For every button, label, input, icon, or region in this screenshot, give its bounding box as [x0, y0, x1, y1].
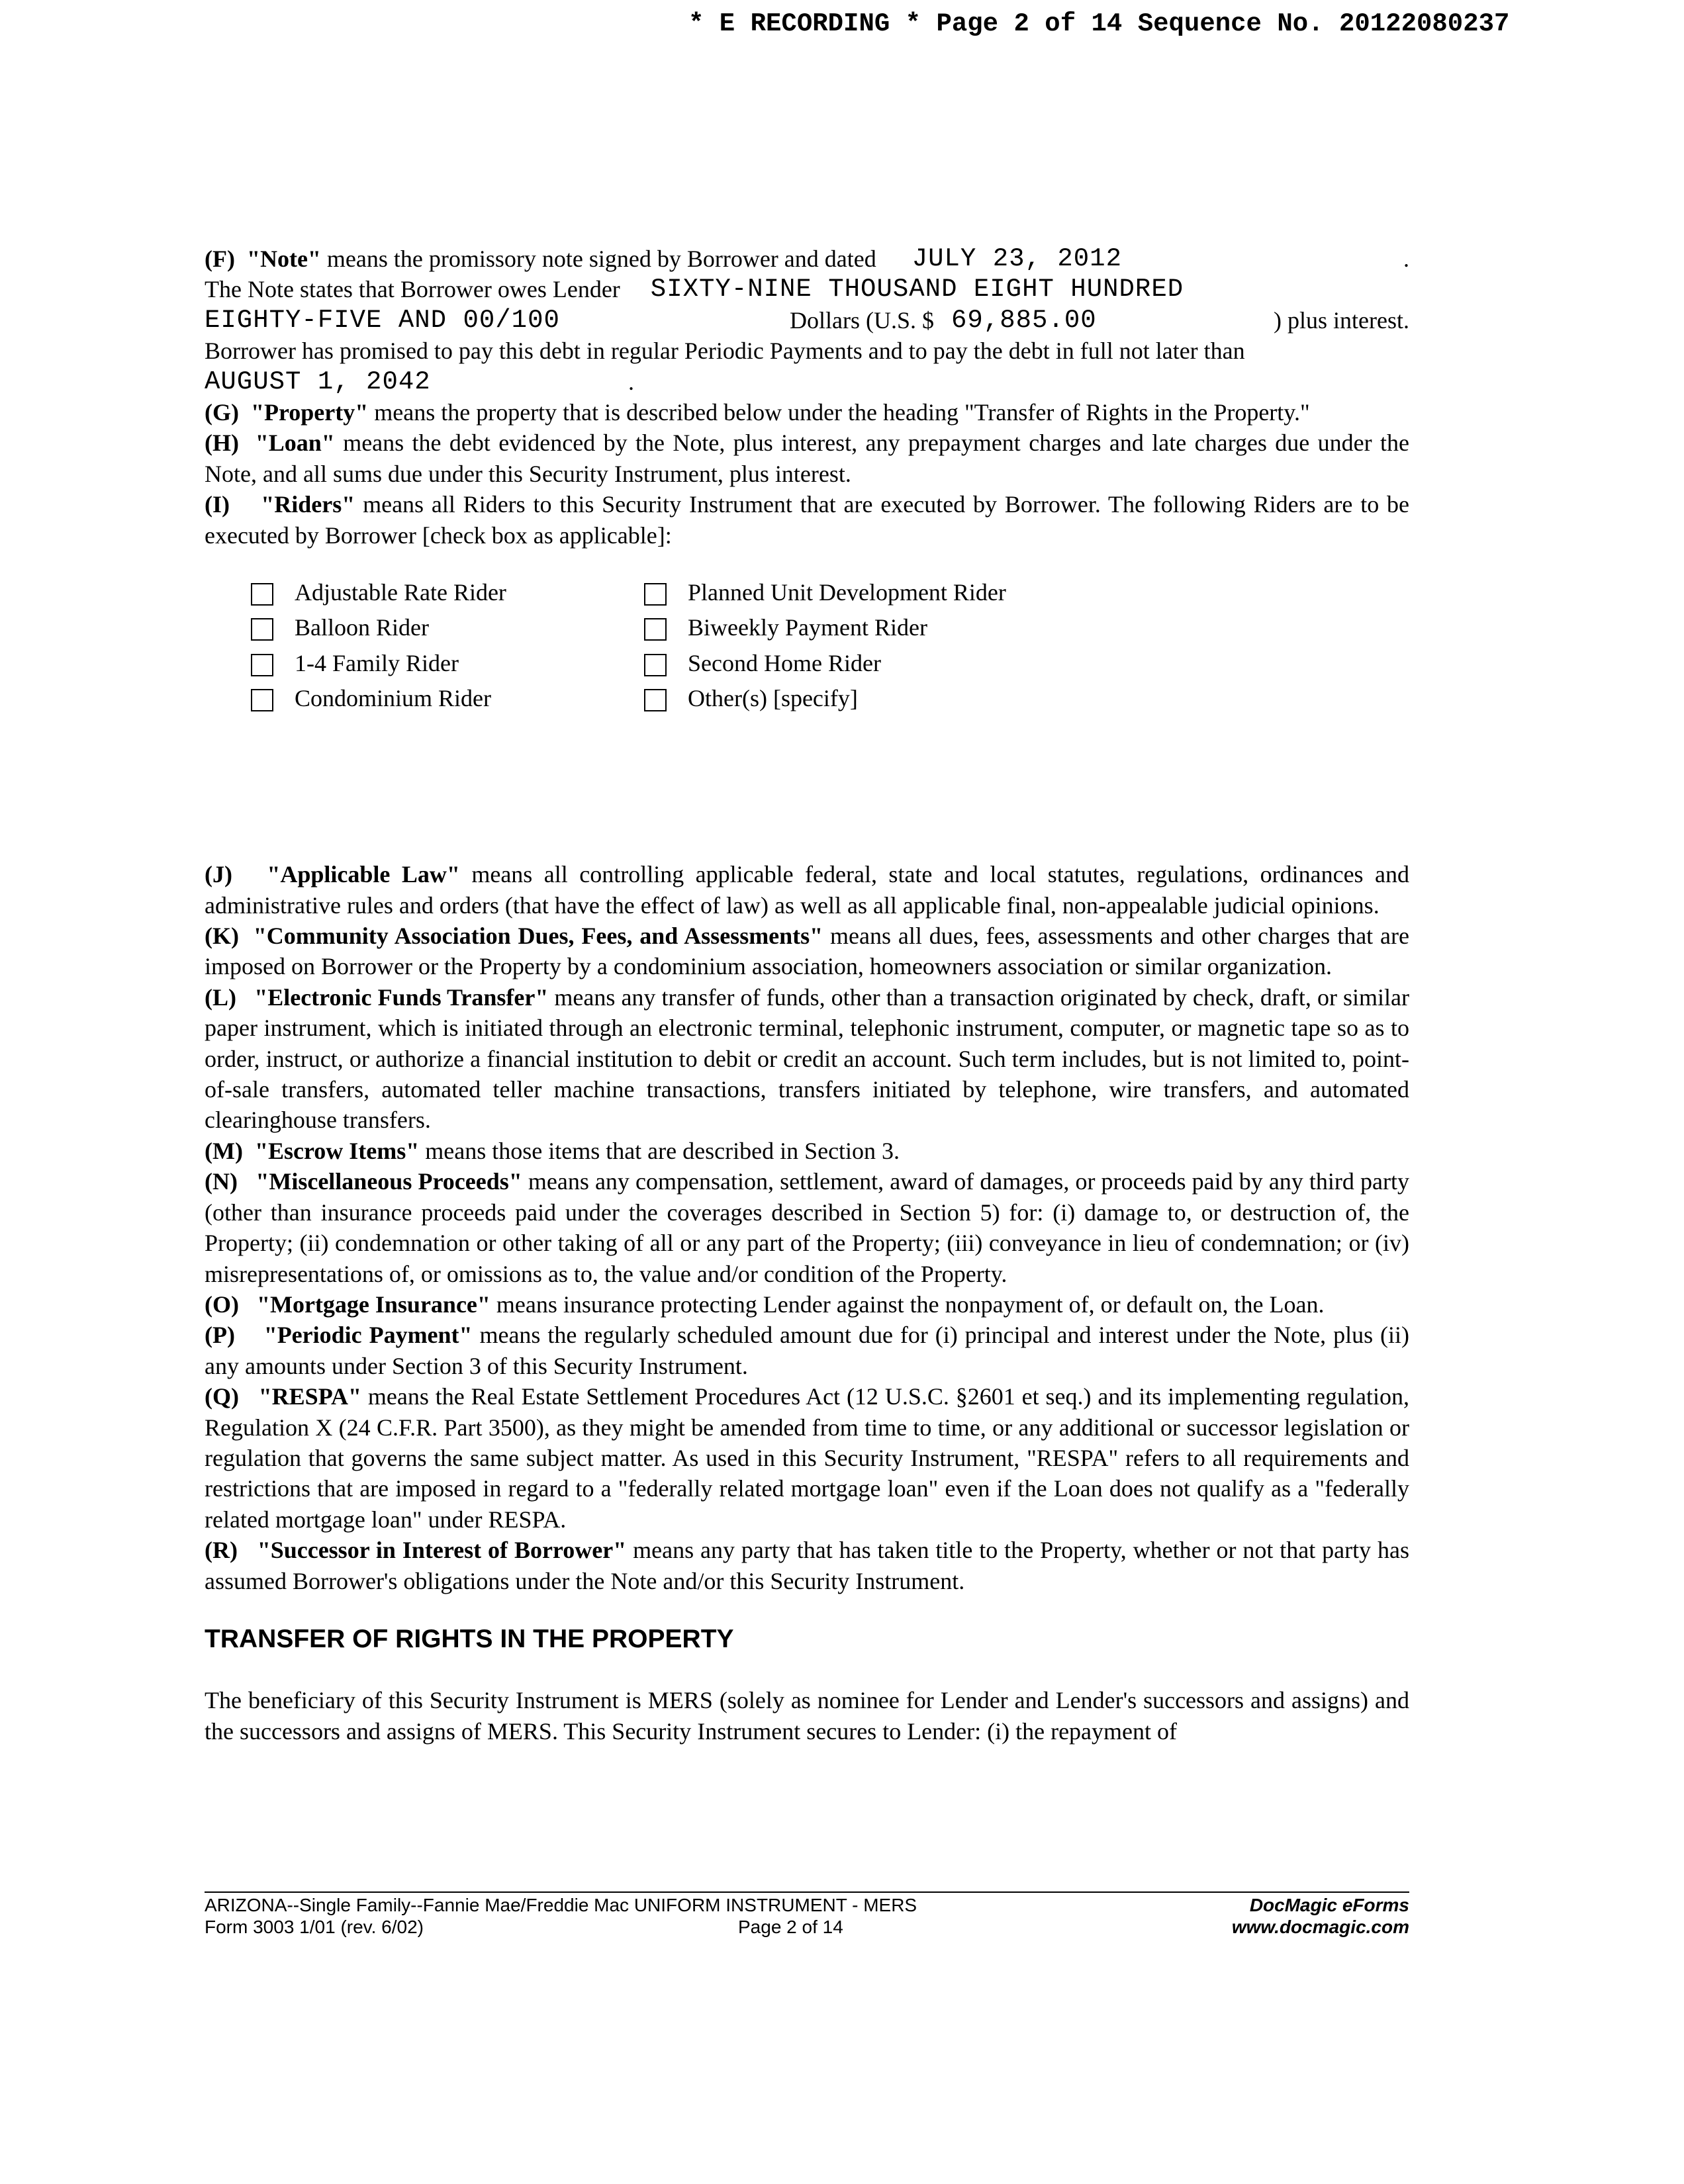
definition-o	[205, 1289, 1409, 1320]
checkbox[interactable]	[251, 618, 273, 641]
definition-text: means the property that is described below under the heading "Transfer of Rights in the Property."	[368, 399, 1310, 426]
definition-term: "RESPA"	[258, 1383, 361, 1410]
checkbox[interactable]	[251, 654, 273, 676]
definition-term: "Loan"	[255, 430, 335, 457]
recording-header: * E RECORDING * Page 2 of 14 Sequence No. 20122080237	[688, 9, 1510, 38]
definition-f	[205, 244, 1409, 397]
note-line-5	[205, 367, 1409, 397]
amount-words-2: EIGHTY-FIVE AND 00/100	[205, 305, 560, 335]
rider-adjustable-rate[interactable]	[251, 577, 644, 608]
rider-label: Planned Unit Development Rider	[688, 578, 1006, 606]
definition-term: "Property"	[250, 399, 369, 426]
rider-second-home[interactable]	[644, 648, 1107, 678]
definition-text: means insurance protecting Lender against the nonpayment of, or default on, the Loan.	[490, 1291, 1325, 1318]
definition-term: "Electronic Funds Transfer"	[254, 983, 549, 1011]
definition-m	[205, 1136, 1409, 1166]
maturity-date: AUGUST 1, 2042	[205, 367, 431, 396]
definition-l	[205, 982, 1409, 1136]
definition-text: means the Real Estate Settlement Procedures Act (12 U.S.C. §2601 et seq.) and its implementing regulation, Regulation X (24 C.F.R. Part 3500), as they might be amended from time to time, or any additional or successor legislation or regulation that governs the same subject matter. As used in this Security Instrument, "RESPA" refers to all requirements and restrictions that are imposed in regard to a "federally related mortgage loan" even if the Loan does not qualify as a "federally related mortgage loan" under RESPA.	[205, 1383, 1410, 1533]
section-heading: TRANSFER OF RIGHTS IN THE PROPERTY	[205, 1624, 734, 1653]
rider-other[interactable]	[644, 683, 1107, 713]
definition-tag: (N)	[205, 1168, 238, 1195]
definition-tag: (M)	[205, 1137, 243, 1164]
definition-text: means all controlling applicable federal, state and local statutes, regulations, ordinances and administrative rules and orders (that have the effect of law) as well as all applicable final, non-appealable judicial opinions.	[205, 861, 1410, 919]
definition-text: means the promissory note signed by Borrower and dated	[320, 246, 876, 272]
definition-text: Borrower has promised to pay this debt in regular Periodic Payments and to pay the debt in full not later than	[205, 338, 1245, 365]
note-date: JULY 23, 2012	[912, 244, 1122, 273]
definition-tag: (H)	[205, 430, 239, 457]
amount-words-1: SIXTY-NINE THOUSAND EIGHT HUNDRED	[650, 275, 1184, 304]
checkbox[interactable]	[251, 689, 273, 711]
definition-term: "Community Association Dues, Fees, and Assessments"	[253, 923, 823, 950]
dollars-label: Dollars (U.S. $	[790, 306, 934, 334]
period: .	[628, 368, 634, 395]
definition-tag: (F)	[205, 246, 235, 272]
definition-k	[205, 921, 1409, 982]
form-title: ARIZONA--Single Family--Fannie Mae/Freddie Mac UNIFORM INSTRUMENT - MERS	[205, 1895, 917, 1915]
definition-r	[205, 1535, 1409, 1596]
checkbox[interactable]	[251, 583, 273, 606]
note-line-2	[205, 274, 1409, 304]
definition-term: "Successor in Interest of Borrower"	[257, 1537, 627, 1564]
definition-p	[205, 1320, 1409, 1381]
definition-text: means all dues, fees, assessments and other charges that are imposed on Borrower or the Property by a condominium association, homeowners association or similar organization.	[205, 923, 1409, 980]
definition-term: "Mortgage Insurance"	[256, 1291, 491, 1318]
definition-q	[205, 1381, 1409, 1535]
definition-text: means those items that are described in Section 3.	[419, 1137, 900, 1164]
note-line-3	[205, 305, 1409, 336]
definition-tag: (Q)	[205, 1383, 239, 1410]
brand-website: www.docmagic.com	[1231, 1917, 1409, 1937]
note-line-1	[205, 244, 1409, 274]
definition-text: means any transfer of funds, other than a transaction originated by check, draft, or similar paper instrument, which is initiated through an electronic terminal, telephonic instrument, computer, or magnetic tape so as to order, instruct, or authorize a financial institution to debit or credit an account. Such term includes, but is not limited to, point-of-sale transfers, automated teller machine transactions, transfers initiated by telephone, wire transfers, and automated clearinghouse transfers.	[205, 983, 1409, 1134]
document-body	[205, 244, 1409, 1747]
page-number: Page 2 of 14	[738, 1917, 843, 1937]
definition-i	[205, 489, 1409, 551]
definition-text: means any party that has taken title to the Property, whether or not that party has assumed Borrower's obligations under the Note and/or this Security Instrument.	[205, 1537, 1410, 1594]
rider-balloon[interactable]	[251, 612, 644, 643]
definition-term: "Escrow Items"	[254, 1137, 420, 1164]
definition-text: means all Riders to this Security Instrument that are executed by Borrower. The following Riders are to be executed by Borrower [check box as applicable]:	[205, 491, 1410, 549]
note-amount: 69,885.00	[951, 305, 1097, 335]
rider-label: Condominium Rider	[295, 685, 491, 712]
definition-text: means the debt evidenced by the Note, plus interest, any prepayment charges and late charges due under the Note, and all sums due under this Security Instrument, plus interest.	[205, 430, 1409, 487]
checkbox[interactable]	[644, 654, 667, 676]
rider-label: 1-4 Family Rider	[295, 649, 459, 676]
rider-label: Biweekly Payment Rider	[688, 614, 927, 641]
form-number: Form 3003 1/01 (rev. 6/02)	[205, 1917, 424, 1937]
definition-term: "Riders"	[261, 491, 355, 518]
definition-term: "Applicable Law"	[267, 861, 460, 888]
definition-tag: (K)	[205, 923, 239, 950]
definition-tag: (G)	[205, 399, 239, 426]
definition-term: "Miscellaneous Proceeds"	[256, 1168, 522, 1195]
checkbox[interactable]	[644, 583, 667, 606]
definition-tag: (J)	[205, 861, 232, 888]
definition-g	[205, 397, 1409, 428]
rider-label: Other(s) [specify]	[688, 685, 858, 712]
rider-biweekly-payment[interactable]	[644, 612, 1107, 643]
docmagic-brand	[1232, 1894, 1409, 1938]
definition-term: "Note"	[246, 246, 321, 272]
checkbox[interactable]	[644, 689, 667, 711]
definition-h	[205, 428, 1409, 489]
rider-planned-unit-development[interactable]	[644, 577, 1107, 608]
rider-condominium[interactable]	[251, 683, 644, 713]
definition-n	[205, 1166, 1409, 1289]
transfer-paragraph: The beneficiary of this Security Instrument is MERS (solely as nominee for Lender and Lender's successors and assigns) and the successors and assigns of MERS. This Security Instrument secures to Lender: (i) the repayment of	[205, 1687, 1409, 1745]
checkbox[interactable]	[644, 618, 667, 641]
riders-checklist	[251, 577, 1409, 713]
definition-tag: (R)	[205, 1537, 238, 1564]
page-footer	[205, 1894, 1409, 1938]
definition-tag: (I)	[205, 491, 230, 518]
definition-tag: (O)	[205, 1291, 239, 1318]
brand-logo: DocMagic eForms	[1249, 1895, 1409, 1915]
rider-label: Balloon Rider	[295, 614, 429, 641]
definition-tag: (L)	[205, 983, 236, 1011]
definition-text: The Note states that Borrower owes Lender	[205, 276, 620, 303]
rider-label: Second Home Rider	[688, 649, 881, 676]
rider-label: Adjustable Rate Rider	[295, 578, 506, 606]
definition-text: means any compensation, settlement, award of damages, or proceeds paid by any third party (other than insurance proceeds paid under the coverages described in Section 5) for: (i) damage to, or destruction of, the Property; (ii) condemnation or other taking of all or any part of the Property; (iii) conveyance in lieu of condemnation; or (iv) misrepresentations of, or omissions as to, the value and/or condition of the Property.	[205, 1168, 1410, 1287]
rider-1-4-family[interactable]	[251, 648, 644, 678]
definition-term: "Periodic Payment"	[263, 1322, 473, 1349]
footer-divider	[205, 1891, 1409, 1893]
plus-interest: ) plus interest.	[1274, 306, 1409, 334]
period: .	[1403, 246, 1409, 272]
definition-j	[205, 859, 1409, 921]
definition-tag: (P)	[205, 1322, 235, 1349]
definition-text: means the regularly scheduled amount due for (i) principal and interest under the Note, plus (ii) any amounts under Section 3 of this Security Instrument.	[205, 1322, 1410, 1379]
